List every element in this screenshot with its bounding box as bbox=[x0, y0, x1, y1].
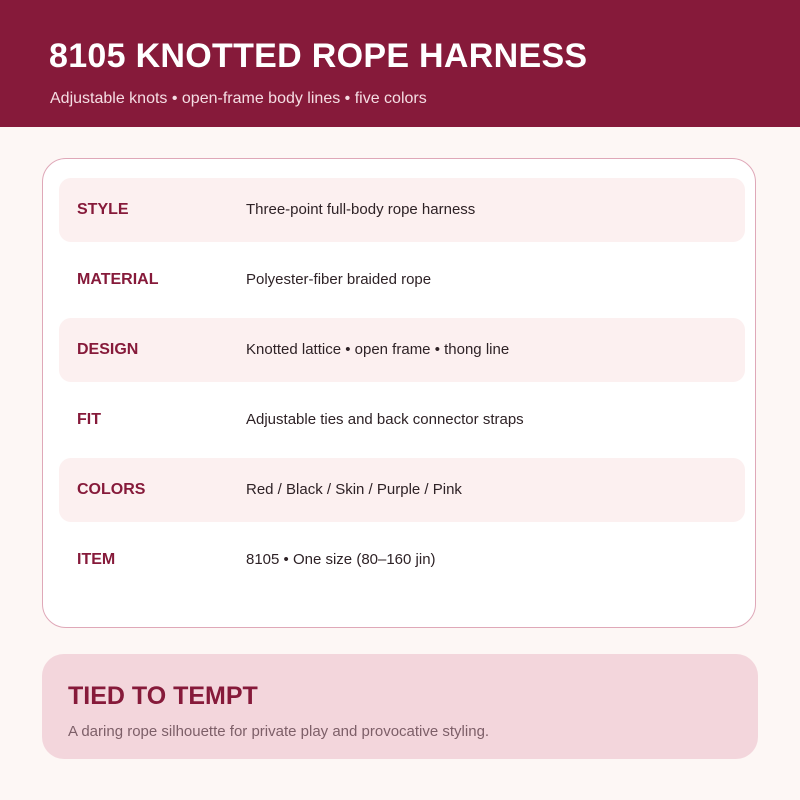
spec-value: 8105 • One size (80–160 jin) bbox=[246, 551, 436, 568]
tagline-text: A daring rope silhouette for private play and provocative styling. bbox=[68, 723, 490, 740]
spec-label: COLORS bbox=[77, 481, 146, 498]
spec-label: FIT bbox=[77, 411, 101, 428]
spec-value: Adjustable ties and back connector straps bbox=[246, 411, 524, 428]
spec-label: ITEM bbox=[77, 551, 116, 568]
spec-label: DESIGN bbox=[77, 341, 139, 358]
spec-row-fit bbox=[59, 388, 745, 452]
spec-value: Polyester-fiber braided rope bbox=[246, 271, 432, 288]
page-subtitle: Adjustable knots • open-frame body lines • five colors bbox=[50, 90, 427, 107]
spec-value: Red / Black / Skin / Purple / Pink bbox=[246, 481, 462, 498]
spec-label: MATERIAL bbox=[77, 271, 159, 288]
header-banner bbox=[0, 0, 800, 127]
tagline-title: TIED TO TEMPT bbox=[68, 682, 258, 710]
spec-card bbox=[42, 158, 756, 628]
page-title: 8105 KNOTTED ROPE HARNESS bbox=[49, 37, 588, 75]
spec-value: Three-point full-body rope harness bbox=[246, 201, 476, 218]
spec-value: Knotted lattice • open frame • thong line bbox=[246, 341, 510, 358]
spec-row-design bbox=[59, 318, 745, 382]
spec-row-material bbox=[59, 248, 745, 312]
tagline-box bbox=[42, 654, 758, 759]
spec-row-style bbox=[59, 178, 745, 242]
spec-row-item bbox=[59, 528, 745, 592]
spec-label: STYLE bbox=[77, 201, 129, 218]
spec-row-colors bbox=[59, 458, 745, 522]
